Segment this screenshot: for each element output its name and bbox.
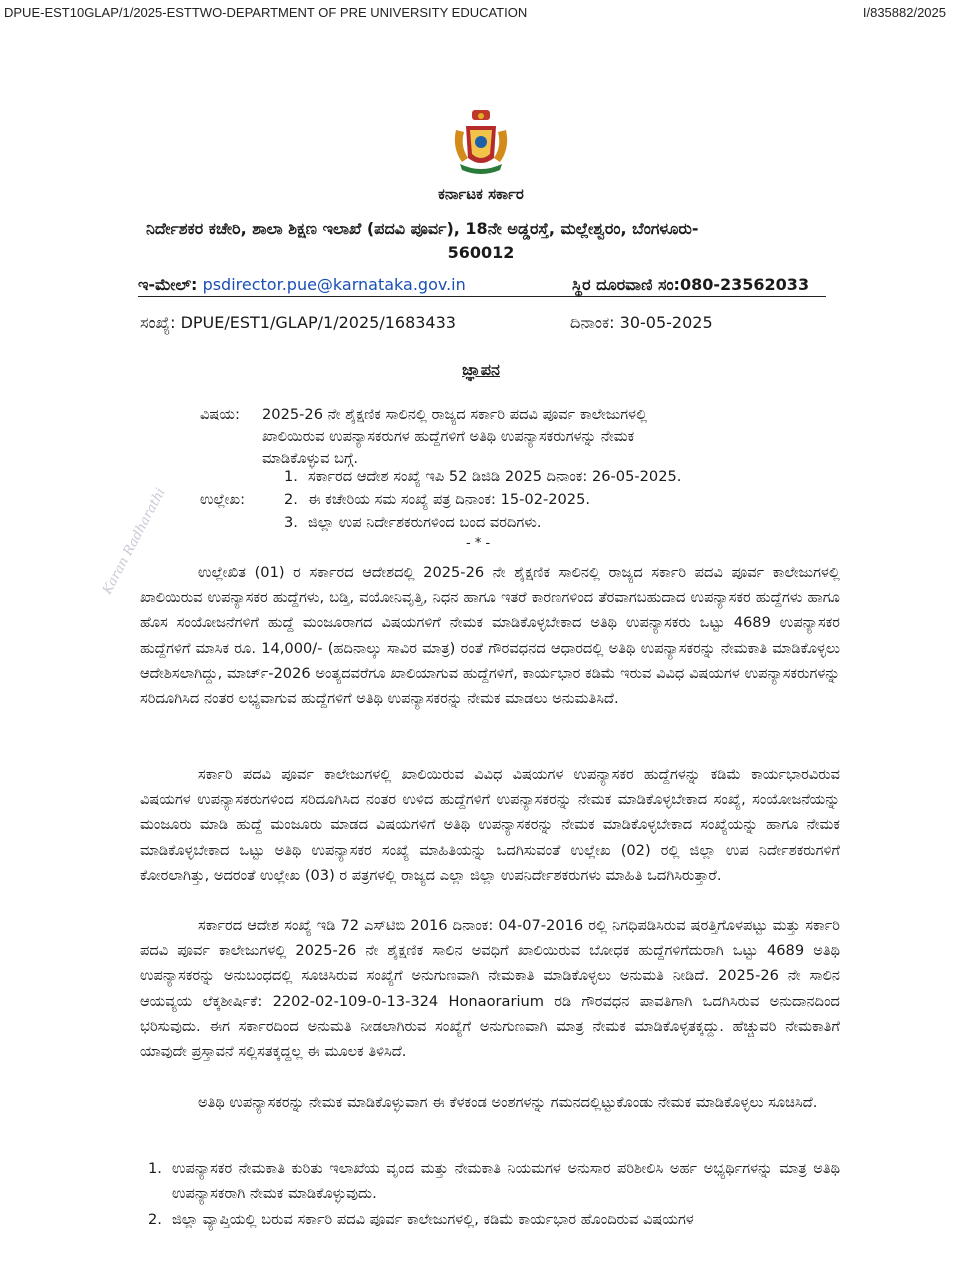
body-paragraph: ಅತಿಥಿ ಉಪನ್ಯಾಸಕರನ್ನು ನೇಮಕ ಮಾಡಿಕೊಳ್ಳುವಾಗ ಈ ಕೆಳಕಂಡ ಅಂಶಗಳನ್ನು ಗಮನದಲ್ಲಿಟ್ಟುಕೊಂಡು ನೇಮಕ ಮಾಡಿಕೊಳ್ಳಲು ಸೂಚಿಸಿದೆ. [198,1094,818,1111]
reference-item: 1. ಸರ್ಕಾರದ ಆದೇಶ ಸಂಖ್ಯೆ ಇಪಿ 52 ಡಿಜಿಡಿ 2025 ದಿನಾಂಕ: 26-05-2025. [284,468,682,485]
inward-number: I/835882/2025 [862,5,946,20]
instruction-item: 1. ಉಪನ್ಯಾಸಕರ ನೇಮಕಾತಿ ಕುರಿತು ಇಲಾಖೆಯ ವೃಂದ ಮತ್ತು ನೇಮಕಾತಿ ನಿಯಮಗಳ ಅನುಸಾರ ಪರಿಶೀಲಿಸಿ ಅರ್ಹ ಅಭ್ಯರ್ಥಿಗಳನ್ನು ಮಾತ್ರ ಅತಿಥಿ ಉಪನ್ಯಾಸಕರಾಗಿ ನೇಮಕ ಮಾಡಿಕೊಳ್ಳುವುದು. [148,1160,840,1202]
reference-item: 2. ಈ ಕಚೇರಿಯ ಸಮ ಸಂಖ್ಯೆ ಪತ್ರ ದಿನಾಂಕ: 15-02-2025. [284,491,591,508]
separator: - * - [466,536,491,551]
phone-number: 080-23562033 [679,275,810,294]
file-reference-code: DPUE-EST10GLAP/1/2025-ESTTWO-DEPARTMENT OF PRE UNIVERSITY EDUCATION [4,5,528,20]
letter-date: ದಿನಾಂಕ: 30-05-2025 [570,313,713,332]
subject-line1: 2025-26 ನೇ ಶೈಕ್ಷಣಿಕ ಸಾಲಿನಲ್ಲಿ ರಾಜ್ಯದ ಸರ್ಕಾರಿ ಪದವಿ ಪೂರ್ವ ಕಾಲೇಜುಗಳಲ್ಲಿ [262,406,648,423]
subject-line3: ಮಾಡಿಕೊಳ್ಳುವ ಬಗ್ಗೆ. [262,450,359,467]
references-label: ಉಲ್ಲೇಖ: [200,491,246,508]
government-title: ಕರ್ನಾಟಕ ಸರ್ಕಾರ [438,185,524,203]
memo-title: ಜ್ಞಾಪನ [462,360,500,379]
phone-label: ಸ್ಥಿರ ದೂರವಾಣಿ ಸಂ:080-23562033 [572,275,810,294]
subject-line2: ಖಾಲಿಯಿರುವ ಉಪನ್ಯಾಸಕರುಗಳ ಹುದ್ದೆಗಳಿಗೆ ಅತಿಥಿ ಉಪನ್ಯಾಸಕರುಗಳನ್ನು ನೇಮಕ [262,428,635,445]
email-link[interactable]: psdirector.pue@karnataka.gov.in [202,275,466,294]
instruction-item: 2. ಜಿಲ್ಲಾ ವ್ಯಾಪ್ತಿಯಲ್ಲಿ ಬರುವ ಸರ್ಕಾರಿ ಪದವಿ ಪೂರ್ವ ಕಾಲೇಜುಗಳಲ್ಲಿ, ಕಡಿಮೆ ಕಾರ್ಯಭಾರ ಹೊಂದಿರುವ ವಿಷಯಗಳ [148,1211,694,1228]
karnataka-emblem-icon [448,108,514,180]
body-paragraph: ಉಲ್ಲೇಖಿತ (01) ರ ಸರ್ಕಾರದ ಆದೇಶದಲ್ಲಿ 2025-26 ನೇ ಶೈಕ್ಷಣಿಕ ಸಾಲಿನಲ್ಲಿ ರಾಜ್ಯದ ಸರ್ಕಾರಿ ಪದವಿ ಪೂರ್ವ ಕಾಲೇಜುಗಳಲ್ಲಿ ಖಾಲಿಯಿರುವ ಉಪನ್ಯಾಸಕರ ಹುದ್ದೆಗಳು, ಬಡ್ತಿ, ವಯೋನಿವೃತ್ತಿ, ನಿಧನ ಹಾಗೂ ಇತರೆ ಕಾರಣಗಳಿಂದ ತೆರವಾಗಬಹುದಾದ ಉಪನ್ಯಾಸಕರ ಹುದ್ದೆಗಳು ಹಾಗೂ ಹೊಸ ಸಂಯೋಜನೆಗಳಿಗೆ ಹುದ್ದೆ ಮಂಜೂರಾಗದ ವಿಷಯಗಳಿಗೆ ನೇಮಕ ಮಾಡಿಕೊಳ್ಳಬೇಕಾದ ಅತಿಥಿ ಉಪನ್ಯಾಸಕರು ಒಟ್ಟು 4689 ಉಪನ್ಯಾಸಕರ ಹುದ್ದೆಗಳಿಗೆ ಮಾಸಿಕ ರೂ. 14,000/- (ಹದಿನಾಲ್ಕು ಸಾವಿರ ಮಾತ್ರ) ರಂತೆ ಗೌರವಧನದ ಆಧಾರದಲ್ಲಿ ಅತಿಥಿ ಉಪನ್ಯಾಸಕರನ್ನು ನೇಮಕಾತಿ ಮಾಡಿಕೊಳ್ಳಲು ಆದೇಶಿಸಲಾಗಿದ್ದು, ಮಾರ್ಚ್-2026 ಅಂತ್ಯದವರೆಗೂ ಖಾಲಿಯಾಗುವ ಹುದ್ದೆಗಳಿಗೆ, ಕಾರ್ಯಭಾರ ಕಡಿಮೆ ಇರುವ ವಿವಿಧ ವಿಷಯಗಳ ಉಪನ್ಯಾಸಕರುಗಳನ್ನು ಸರಿದೂಗಿಸಿದ ನಂತರ ಲಭ್ಯವಾಗುವ ಹುದ್ದೆಗಳಿಗೆ ಅತಿಥಿ ಉಪನ್ಯಾಸಕರನ್ನು ನೇಮಕ ಮಾಡಲು ಅನುಮತಿಸಿದೆ. [140,564,840,708]
subject-label: ವಿಷಯ: [200,406,240,423]
reference-number: ಸಂಖ್ಯೆ: DPUE/EST1/GLAP/1/2025/1683433 [140,313,456,332]
handwritten-watermark: Karan Radharathi [100,485,169,598]
office-address-line1: ನಿರ್ದೇಶಕರ ಕಚೇರಿ, ಶಾಲಾ ಶಿಕ್ಷಣ ಇಲಾಖೆ (ಪದವಿ ಪೂರ್ವ), 18ನೇ ಅಡ್ಡರಸ್ತೆ, ಮಲ್ಲೇಶ್ವರಂ, ಬೆಂಗಳೂರು- [146,219,699,238]
body-paragraph: ಸರ್ಕಾರಿ ಪದವಿ ಪೂರ್ವ ಕಾಲೇಜುಗಳಲ್ಲಿ ಖಾಲಿಯಿರುವ ವಿವಿಧ ವಿಷಯಗಳ ಉಪನ್ಯಾಸಕರ ಹುದ್ದೆಗಳನ್ನು ಕಡಿಮೆ ಕಾರ್ಯಭಾರವಿರುವ ವಿಷಯಗಳ ಉಪನ್ಯಾಸಕರುಗಳಿಂದ ಸರಿದೂಗಿಸಿದ ನಂತರ ಉಳಿದ ಹುದ್ದೆಗಳಿಗೆ ಉಪನ್ಯಾಸಕರನ್ನು ನೇಮಕ ಮಾಡಿಕೊಳ್ಳಬೇಕಾದ ಸಂಖ್ಯೆ, ಸಂಯೋಜನೆಯನ್ನು ಮಂಜೂರು ಮಾಡಿ ಹುದ್ದೆ ಮಂಜೂರು ಮಾಡದ ವಿಷಯಗಳಿಗೆ ಅತಿಥಿ ಉಪನ್ಯಾಸಕರನ್ನು ನೇಮಕ ಮಾಡಿಕೊಳ್ಳಬೇಕಾದ ಸಂಖ್ಯೆಯನ್ನು ಹಾಗೂ ನೇಮಕ ಮಾಡಿಕೊಳ್ಳಬೇಕಾದ ಒಟ್ಟು ಅತಿಥಿ ಉಪನ್ಯಾಸಕರ ಸಂಖ್ಯೆ ಮಾಹಿತಿಯನ್ನು ಒದಗಿಸುವಂತೆ ಉಲ್ಲೇಖ (02) ರಲ್ಲಿ ಜಿಲ್ಲಾ ಉಪ ನಿರ್ದೇಶಕರುಗಳಿಗೆ ಕೋರಲಾಗಿತ್ತು, ಅದರಂತೆ ಉಲ್ಲೇಖ (03) ರ ಪತ್ರಗಳಲ್ಲಿ ರಾಜ್ಯದ ಎಲ್ಲಾ ಜಿಲ್ಲಾ ಉಪನಿರ್ದೇಶಕರುಗಳು ಮಾಹಿತಿ ಒದಗಿಸಿರುತ್ತಾರೆ. [140,766,840,884]
contact-row [138,275,826,297]
email-label: ಇ-ಮೇಲ್: [138,275,198,294]
reference-item: 3. ಜಿಲ್ಲಾ ಉಪ ನಿರ್ದೇಶಕರುಗಳಿಂದ ಬಂದ ವರದಿಗಳು. [284,514,542,531]
office-address-line2: 560012 [447,243,515,262]
body-paragraph: ಸರ್ಕಾರದ ಆದೇಶ ಸಂಖ್ಯೆ ಇಡಿ 72 ಎಸ್‌ಟಿಬಿ 2016 ದಿನಾಂಕ: 04-07-2016 ರಲ್ಲಿ ನಿಗಧಿಪಡಿಸಿರುವ ಷರತ್ತಿಗೊಳಪಟ್ಟು ಮತ್ತು ಸರ್ಕಾರಿ ಪದವಿ ಪೂರ್ವ ಕಾಲೇಜುಗಳಲ್ಲಿ 2025-26 ನೇ ಶೈಕ್ಷಣಿಕ ಸಾಲಿನ ಅವಧಿಗೆ ಖಾಲಿಯಿರುವ ಬೋಧಕ ಹುದ್ದೆಗಳಿಗೆದುರಾಗಿ ಒಟ್ಟು 4689 ಅತಿಥಿ ಉಪನ್ಯಾಸಕರನ್ನು ಅನುಬಂಧದಲ್ಲಿ ಸೂಚಿಸಿರುವ ಸಂಖ್ಯೆಗೆ ಅನುಗುಣವಾಗಿ ನೇಮಕಾತಿ ಮಾಡಿಕೊಳ್ಳಲು ಅನುಮತಿ ನೀಡಿದೆ. 2025-26 ನೇ ಸಾಲಿನ ಆಯವ್ಯಯ ಲೆಕ್ಕಶೀರ್ಷಿಕೆ: 2202-02-109-0-13-324 Honaorarium ರಡಿ ಗೌರವಧನ ಪಾವತಿಗಾಗಿ ಒದಗಿಸಿರುವ ಅನುದಾನದಿಂದ ಭರಿಸುವುದು. ಈಗ ಸರ್ಕಾರದಿಂದ ಅನುಮತಿ ನೀಡಲಾಗಿರುವ ಸಂಖ್ಯೆಗೆ ಅನುಗುಣವಾಗಿ ಮಾತ್ರ ನೇಮಕ ಮಾಡಿಕೊಳ್ಳತಕ್ಕದ್ದು. ಹೆಚ್ಚುವರಿ ನೇಮಕಾತಿಗೆ ಯಾವುದೇ ಪ್ರಸ್ತಾವನೆ ಸಲ್ಲಿಸತಕ್ಕದ್ದಲ್ಲ ಈ ಮೂಲಕ ತಿಳಿಸಿದೆ. [140,917,840,1061]
